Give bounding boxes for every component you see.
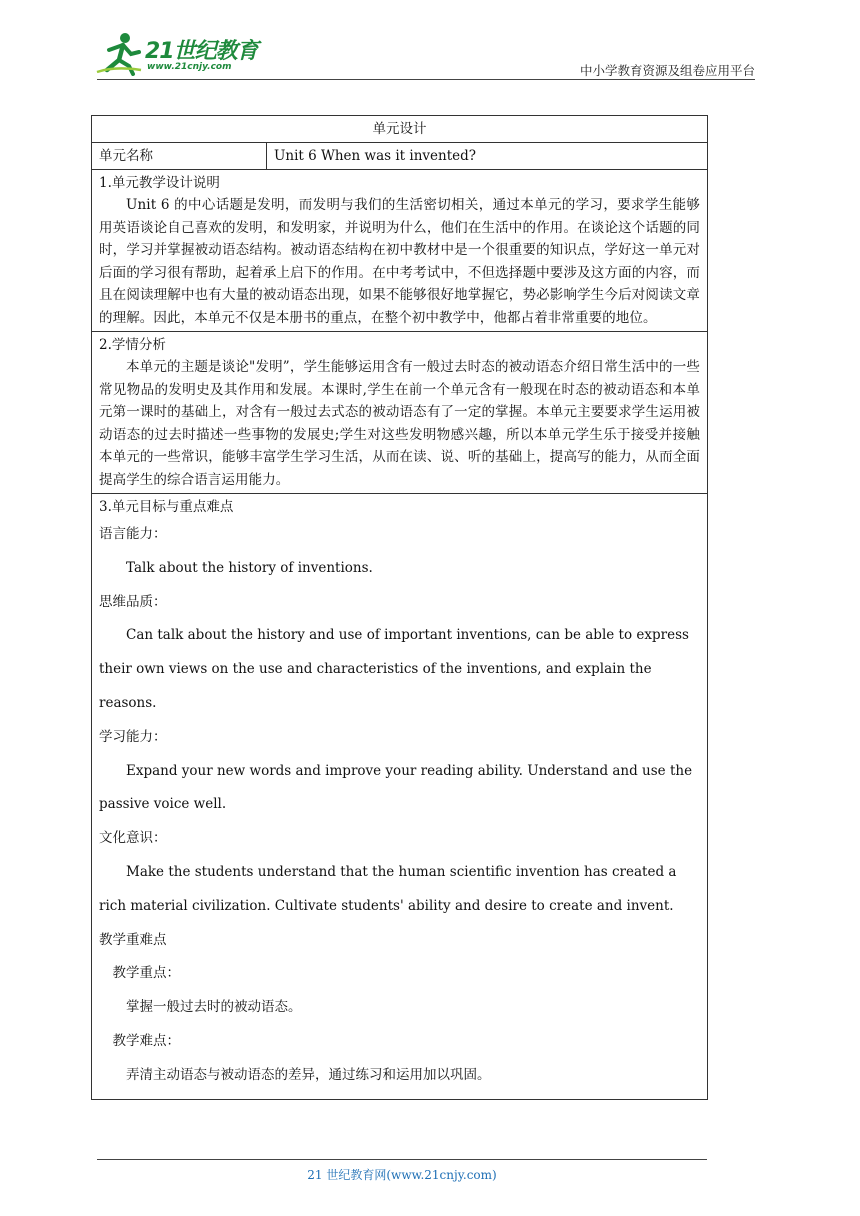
footer-link[interactable]: 21 世纪教育网(www.21cnjy.com) (307, 1168, 497, 1182)
page-header (0, 0, 860, 90)
unit-design-table (91, 115, 708, 1100)
unit-name-label: 单元名称 (92, 143, 267, 170)
section-goals-row (92, 494, 708, 1100)
cultural-awareness-text: Make the students understand that the human scientific invention has created a rich material civilization. Cultivate students' ability and desire to create and invent. (99, 863, 677, 914)
logo-url: www.21cnjy.com (147, 62, 232, 72)
section-analysis-cell (92, 332, 708, 494)
logo-text: 21世纪教育 (145, 39, 258, 64)
cultural-awareness-label: 文化意识： (99, 830, 167, 847)
header-divider (97, 79, 755, 80)
teaching-focus-text: 掌握一般过去时的被动语态。 (126, 999, 302, 1016)
teaching-difficulty-text: 弄清主动语态与被动语态的差异，通过练习和运用加以巩固。 (126, 1066, 491, 1083)
section-analysis-heading: 2.学情分析 (99, 337, 166, 353)
platform-title: 中小学教育资源及组卷应用平台 (579, 63, 755, 78)
site-logo[interactable] (95, 30, 265, 80)
teaching-focus-label: 教学重点： (112, 965, 180, 982)
section-design-body: Unit 6 的中心话题是发明，而发明与我们的生活密切相关，通过本单元的学习，要求学生能够用英语谈论自己喜欢的发明，和发明家，并说明为什么，他们在生活中的作用。在谈论这个话题的同时，学习并掌握被动语态结构。被动语态结构在初中教材中是一个很重要的知识点，学好这一单元对后面的学习很有帮助，起着承上启下的作用。在中考考试中，不但选择题中要涉及这方面的内容，而且在阅读理解中也有大量的被动语态出现，如果不能够很好地掌握它，势必影响学生今后对阅读文章的理解。因此，本单元不仅是本册书的重点，在整个初中教学中，他都占着非常重要的地位。 (99, 197, 700, 326)
section-goals-cell (92, 494, 708, 1100)
thinking-quality-label: 思维品质： (99, 593, 167, 610)
section-design-heading: 1.单元教学设计说明 (99, 175, 220, 191)
section-design-row (92, 170, 708, 332)
language-ability-label: 语言能力： (99, 526, 167, 542)
section-analysis-body: 本单元的主题是谈论"发明”，学生能够运用含有一般过去时态的被动语态介绍日常生活中的一些常见物品的发明史及其作用和发展。本课时,学生在前一个单元含有一般现在时态的被动语态和本单元第一课时的基础上，对含有一般过去式态的被动语态有了一定的掌握。本单元主要要求学生运用被动语态的过去时描述一些事物的发展史;学生对这些发明物感兴趣，所以本单元学生乐于接受并接触本单元的一些常识，能够丰富学生学习生活，从而在读、说、听的基础上，提高写的能力，从而全面提高学生的综合语言运用能力。 (99, 359, 700, 488)
section-analysis-row (92, 332, 708, 494)
language-ability-text: Talk about the history of inventions. (126, 559, 373, 576)
learning-ability-text: Expand your new words and improve your reading ability. Understand and use the passive voice well. (99, 762, 693, 813)
footer-divider (97, 1159, 707, 1160)
teaching-difficulty-label: 教学难点： (112, 1032, 180, 1049)
key-difficult-label: 教学重难点 (99, 931, 167, 948)
section-goals-heading: 3.单元目标与重点难点 (99, 499, 234, 515)
thinking-quality-text: Can talk about the history and use of important inventions, can be able to express their own views on the use and characteristics of the inventions, and explain the reasons. (99, 627, 689, 711)
runner-icon (95, 30, 145, 76)
section-design-cell (92, 170, 708, 332)
unit-name-row (92, 143, 708, 170)
unit-name-value: Unit 6 When was it invented? (267, 143, 708, 170)
table-title-row (92, 116, 708, 143)
learning-ability-label: 学习能力： (99, 728, 167, 745)
table-title: 单元设计 (92, 116, 708, 143)
